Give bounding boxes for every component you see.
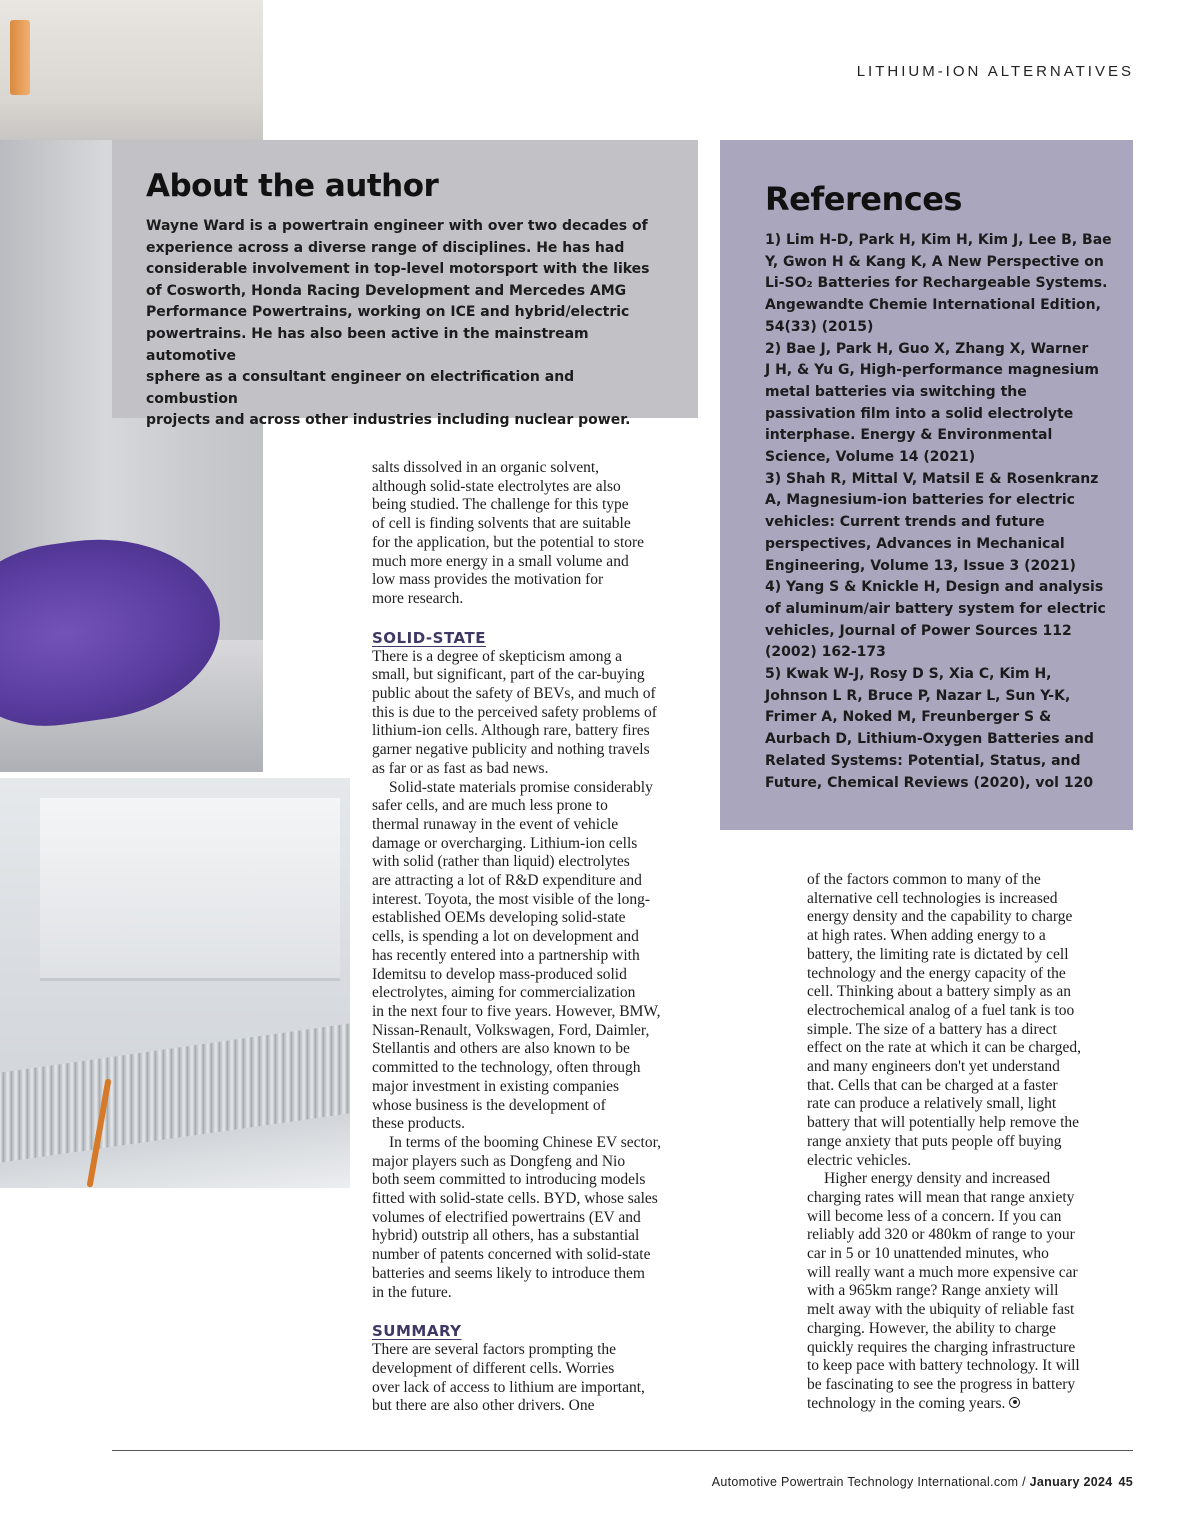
closing-paragraph <box>807 1170 1133 1413</box>
references-title: References <box>765 180 962 218</box>
text-line: There is a degree of skepticism among a <box>372 647 623 665</box>
lab-shelf <box>0 0 263 140</box>
text-line: electrochemical analog of a fuel tank is too <box>807 1001 1075 1019</box>
body-paragraph <box>807 871 1133 1170</box>
summary-heading: SUMMARY <box>372 1322 462 1341</box>
text-line: as far or as fast as bad news. <box>372 759 549 777</box>
text-line: Stellantis and others are also known to be <box>372 1040 630 1058</box>
text-line: vehicles, Journal of Power Sources 112 <box>765 622 1072 639</box>
text-line: Y, Gwon H & Kang K, A New Perspective on <box>765 253 1104 270</box>
text-line: will really want a much more expensive car <box>807 1263 1078 1281</box>
text-line: interest. Toyota, the most visible of the long- <box>372 890 651 908</box>
text-line: being studied. The challenge for this type <box>372 496 629 514</box>
text-line: damage or overcharging. Lithium-ion cells <box>372 834 638 852</box>
text-line: to keep pace with battery technology. It will <box>807 1357 1080 1375</box>
solid-state-paragraph <box>372 779 697 1134</box>
text-line: Higher energy density and increased <box>824 1170 1051 1188</box>
text-line: of aluminum/air battery system for electric <box>765 600 1106 617</box>
text-line: established OEMs developing solid-state <box>372 909 626 927</box>
text-line: alternative cell technologies is increased <box>807 889 1058 907</box>
text-line: Aurbach D, Lithium-Oxygen Batteries and <box>765 731 1094 748</box>
middle-column <box>372 459 697 1416</box>
author-bio <box>146 216 664 432</box>
text-line: Solid-state materials promise considerably <box>389 778 653 796</box>
page-number: 45 <box>1118 1475 1133 1489</box>
text-line: charging rates will mean that range anxiety <box>807 1188 1075 1206</box>
text-line: interphase. Energy & Environmental <box>765 427 1053 444</box>
text-line: small, but significant, part of the car-buying <box>372 666 645 684</box>
text-line: more research. <box>372 589 464 607</box>
text-line: and many engineers don't yet understand <box>807 1058 1060 1076</box>
text-line: Engineering, Volume 13, Issue 3 (2021) <box>765 557 1076 574</box>
text-line: reliably add 320 or 480km of range to your <box>807 1226 1075 1244</box>
text-line: Frimer A, Noked M, Freunberger S & <box>765 709 1052 726</box>
text-line: range anxiety that puts people off buying <box>807 1132 1062 1150</box>
footer-rule <box>112 1450 1133 1451</box>
solid-state-paragraph <box>372 648 697 779</box>
text-line: lithium-ion cells. Although rare, battery fires <box>372 722 650 740</box>
text-line: technology in the coming years. <box>807 1394 1006 1412</box>
about-author-box <box>112 140 698 429</box>
references-list <box>765 230 1113 794</box>
text-line: that. Cells that can be charged at a faster <box>807 1076 1058 1094</box>
text-line: over lack of access to lithium are important, <box>372 1378 645 1396</box>
text-line: Future, Chemical Reviews (2020), vol 120 <box>765 774 1094 791</box>
text-line: at high rates. When adding energy to a <box>807 927 1046 945</box>
text-line: In terms of the booming Chinese EV sector, <box>389 1133 662 1151</box>
end-of-article-icon <box>1009 1397 1020 1408</box>
text-line: 1) Lim H-D, Park H, Kim H, Kim J, Lee B, Bae <box>765 232 1112 248</box>
text-line: cells, is spending a lot on development and <box>372 928 639 946</box>
text-line: development of different cells. Worries <box>372 1359 615 1377</box>
text-line: projects and across other industries including nuclear power. <box>146 412 631 429</box>
text-line: Science, Volume 14 (2021) <box>765 449 976 466</box>
text-line: considerable involvement in top-level motorsport with the likes <box>146 261 650 278</box>
text-line: garner negative publicity and nothing travels <box>372 741 650 759</box>
running-head: LITHIUM-ION ALTERNATIVES <box>856 63 1134 80</box>
text-line: salts dissolved in an organic solvent, <box>372 459 600 476</box>
text-line: of the factors common to many of the <box>807 871 1041 888</box>
text-line: Wayne Ward is a powertrain engineer with over two decades of <box>146 218 648 234</box>
text-line: with solid (rather than liquid) electrolytes <box>372 853 630 871</box>
text-line: 3) Shah R, Mittal V, Matsil E & Rosenkranz <box>765 470 1099 487</box>
text-line: technology and the energy capacity of the <box>807 964 1066 982</box>
text-line: Johnson L R, Bruce P, Nazar L, Sun Y-K, <box>765 687 1071 704</box>
text-line: these products. <box>372 1115 465 1133</box>
page-footer <box>712 1475 1133 1489</box>
text-line: major investment in existing companies <box>372 1077 620 1095</box>
text-line: energy density and the capability to charge <box>807 908 1073 926</box>
text-line: A, Magnesium-ion batteries for electric <box>765 492 1075 509</box>
summary-paragraph <box>372 1341 697 1416</box>
publication-name: Automotive Powertrain Technology International.com / <box>711 1475 1026 1489</box>
text-line: Nissan-Renault, Volkswagen, Ford, Daimler, <box>372 1021 650 1039</box>
intro-paragraph <box>372 459 697 609</box>
text-line: rate can produce a relatively small, light <box>807 1095 1057 1113</box>
text-line: electric vehicles. <box>807 1151 912 1169</box>
text-line: major players such as Dongfeng and Nio <box>372 1152 626 1170</box>
text-line: car in 5 or 10 unattended minutes, who <box>807 1245 1049 1263</box>
text-line: electrolytes, aiming for commercialization <box>372 984 636 1002</box>
text-line: thermal runaway in the event of vehicle <box>372 815 619 833</box>
text-line: public about the safety of BEVs, and much of <box>372 685 656 703</box>
text-line: be fascinating to see the progress in battery <box>807 1375 1076 1393</box>
text-line: but there are also other drivers. One <box>372 1397 595 1415</box>
text-line: are attracting a lot of R&D expenditure and <box>372 872 642 890</box>
text-line: battery, the limiting rate is dictated by cell <box>807 945 1069 963</box>
text-line: will become less of a concern. If you can <box>807 1207 1062 1225</box>
text-line: 4) Yang S & Knickle H, Design and analysis <box>765 579 1104 596</box>
author-box-title: About the author <box>146 168 439 204</box>
text-line: cell. Thinking about a battery simply as an <box>807 983 1072 1001</box>
text-line: volumes of electrified powertrains (EV and <box>372 1208 641 1226</box>
lab-panel <box>40 798 340 981</box>
orange-item <box>10 20 30 95</box>
right-column <box>807 871 1133 1413</box>
text-line: perspectives, Advances in Mechanical <box>765 535 1065 552</box>
solid-state-paragraph <box>372 1134 697 1302</box>
text-line: has recently entered into a partnership with <box>372 946 640 964</box>
text-line: number of patents concerned with solid-state <box>372 1246 651 1264</box>
text-line: safer cells, and are much less prone to <box>372 797 608 815</box>
text-line: sphere as a consultant engineer on electrification and combustion <box>146 369 575 407</box>
text-line: both seem committed to introducing models <box>372 1171 646 1189</box>
text-line: There are several factors prompting the <box>372 1341 617 1359</box>
text-line: Related Systems: Potential, Status, and <box>765 752 1081 769</box>
text-line: passivation film into a solid electrolyte <box>765 405 1074 422</box>
text-line: 2) Bae J, Park H, Guo X, Zhang X, Warner <box>765 340 1089 357</box>
text-line: of Cosworth, Honda Racing Development and Mercedes AMG <box>146 282 627 299</box>
text-line: Idemitsu to develop mass-produced solid <box>372 965 627 983</box>
text-line: Li-SO₂ Batteries for Rechargeable Systems. <box>765 275 1108 292</box>
text-line: in the future. <box>372 1283 452 1301</box>
text-line: of cell is finding solvents that are suitable <box>372 515 631 533</box>
text-line: J H, & Yu G, High-performance magnesium <box>765 362 1099 379</box>
text-line: charging. However, the ability to charge <box>807 1319 1056 1337</box>
text-line: powertrains. He has also been active in the mainstream automotive <box>146 325 589 364</box>
text-line: whose business is the development of <box>372 1096 606 1114</box>
text-line: Angewandte Chemie International Edition, <box>765 297 1101 314</box>
solid-state-heading: SOLID-STATE <box>372 628 486 647</box>
text-line: low mass provides the motivation for <box>372 571 604 589</box>
text-line: (2002) 162-173 <box>765 644 886 661</box>
text-line: hybrid) outstrip all others, has a substantial <box>372 1227 640 1245</box>
text-line: vehicles: Current trends and future <box>765 514 1045 531</box>
text-line: experience across a diverse range of disciplines. He has had <box>146 239 625 256</box>
text-line: 54(33) (2015) <box>765 318 874 335</box>
text-line: in the next four to five years. However, BMW, <box>372 1002 661 1020</box>
text-line: 5) Kwak W-J, Rosy D S, Xia C, Kim H, <box>765 666 1052 683</box>
text-line: metal batteries via switching the <box>765 383 1027 400</box>
text-line: for the application, but the potential to store <box>372 533 645 551</box>
text-line: effect on the rate at which it can be charged, <box>807 1039 1081 1057</box>
text-line: quickly requires the charging infrastructure <box>807 1338 1076 1356</box>
text-line: simple. The size of a battery has a direct <box>807 1020 1057 1038</box>
issue-date: January 2024 <box>1029 1475 1113 1489</box>
battery-module-photo <box>0 778 350 1188</box>
text-line: much more energy in a small volume and <box>372 552 629 570</box>
text-line: with a 965km range? Range anxiety will <box>807 1282 1059 1300</box>
text-line: Performance Powertrains, working on ICE and hybrid/electric <box>146 304 630 321</box>
text-line: battery that will potentially help remove the <box>807 1114 1080 1132</box>
text-line: batteries and seems likely to introduce them <box>372 1264 645 1282</box>
references-box <box>720 140 1133 830</box>
text-line: fitted with solid-state cells. BYD, whose sales <box>372 1190 658 1208</box>
text-line: committed to the technology, often through <box>372 1059 641 1077</box>
text-line: melt away with the ubiquity of reliable fast <box>807 1301 1075 1319</box>
text-line: although solid-state electrolytes are also <box>372 477 621 495</box>
text-line: this is due to the perceived safety problems of <box>372 703 657 721</box>
